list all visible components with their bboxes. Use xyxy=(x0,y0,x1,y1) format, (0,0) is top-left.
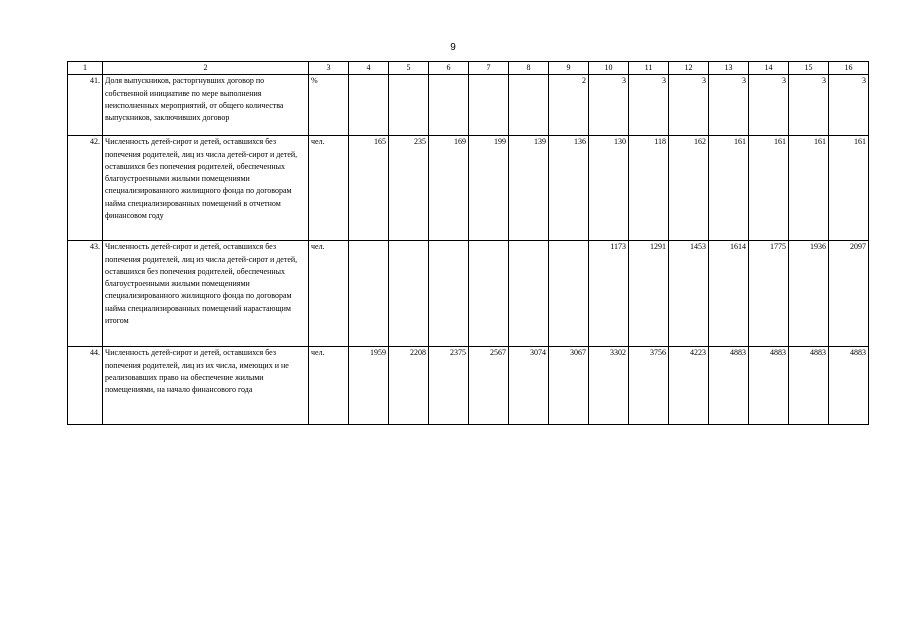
value-cell xyxy=(509,75,549,136)
table-row xyxy=(68,347,869,425)
value-cell xyxy=(349,241,389,347)
value-cell: 4223 xyxy=(669,347,709,425)
column-header: 15 xyxy=(789,62,829,75)
indicators-table xyxy=(67,61,869,425)
value-cell xyxy=(549,241,589,347)
value-cell: 3074 xyxy=(509,347,549,425)
unit-cell: чел. xyxy=(309,136,349,241)
value-cell xyxy=(389,241,429,347)
value-cell: 2208 xyxy=(389,347,429,425)
value-cell: 165 xyxy=(349,136,389,241)
indicator-name: Численность детей-сирот и детей, оставшихся без попечения родителей, лиц из числа детей-сирот и детей, оставшихся без попечения родителей, обеспеченных благоустроенными жилыми помещениями специализированного жилищного фонда по договорам найма специализированных помещений в отчетном финансовом году xyxy=(103,136,309,241)
value-cell: 161 xyxy=(829,136,869,241)
value-cell: 4883 xyxy=(749,347,789,425)
value-cell xyxy=(509,241,549,347)
value-cell: 130 xyxy=(589,136,629,241)
column-header: 3 xyxy=(309,62,349,75)
column-header: 6 xyxy=(429,62,469,75)
column-header: 5 xyxy=(389,62,429,75)
row-index: 42. xyxy=(68,136,103,241)
value-cell xyxy=(349,75,389,136)
value-cell: 3067 xyxy=(549,347,589,425)
value-cell: 1959 xyxy=(349,347,389,425)
row-index: 44. xyxy=(68,347,103,425)
column-header: 7 xyxy=(469,62,509,75)
column-header: 4 xyxy=(349,62,389,75)
value-cell: 3 xyxy=(709,75,749,136)
column-header: 1 xyxy=(68,62,103,75)
value-cell: 4883 xyxy=(709,347,749,425)
value-cell xyxy=(389,75,429,136)
indicator-name: Численность детей-сирот и детей, оставшихся без попечения родителей, лиц из их числа, имеющих и не реализовавших право на обеспечение жилыми помещениями, на начало финансового года xyxy=(103,347,309,425)
value-cell: 3 xyxy=(669,75,709,136)
value-cell xyxy=(429,75,469,136)
value-cell: 1614 xyxy=(709,241,749,347)
value-cell: 4883 xyxy=(829,347,869,425)
column-header: 14 xyxy=(749,62,789,75)
column-header: 9 xyxy=(549,62,589,75)
value-cell: 161 xyxy=(789,136,829,241)
value-cell: 161 xyxy=(709,136,749,241)
indicator-name xyxy=(103,75,309,136)
table-row xyxy=(68,75,869,136)
row-index: 43. xyxy=(68,241,103,347)
page-number: 9 xyxy=(450,42,456,53)
column-header: 16 xyxy=(829,62,869,75)
value-cell: 162 xyxy=(669,136,709,241)
value-cell: 2567 xyxy=(469,347,509,425)
value-cell: 235 xyxy=(389,136,429,241)
table-row xyxy=(68,241,869,347)
value-cell: 199 xyxy=(469,136,509,241)
value-cell: 3 xyxy=(589,75,629,136)
column-header-row xyxy=(68,62,869,75)
row-index: 41. xyxy=(68,75,103,136)
column-header: 12 xyxy=(669,62,709,75)
value-cell: 1775 xyxy=(749,241,789,347)
value-cell: 3 xyxy=(789,75,829,136)
value-cell xyxy=(429,241,469,347)
unit-cell: % xyxy=(309,75,349,136)
table-row xyxy=(68,136,869,241)
value-cell: 136 xyxy=(549,136,589,241)
column-header: 10 xyxy=(589,62,629,75)
column-header: 11 xyxy=(629,62,669,75)
value-cell: 1453 xyxy=(669,241,709,347)
value-cell: 3756 xyxy=(629,347,669,425)
column-header: 13 xyxy=(709,62,749,75)
value-cell: 169 xyxy=(429,136,469,241)
value-cell xyxy=(469,75,509,136)
value-cell: 4883 xyxy=(789,347,829,425)
unit-cell: чел. xyxy=(309,241,349,347)
indicator-name: Численность детей-сирот и детей, оставшихся без попечения родителей, лиц из числа детей-сирот и детей, оставшихся без попечения родителей, обеспеченных благоустроенными жилыми помещениями специализированного жилищного фонда по договорам найма специализированных помещений нарастающим итогом xyxy=(103,241,309,347)
value-cell: 3 xyxy=(749,75,789,136)
unit-cell: чел. xyxy=(309,347,349,425)
value-cell: 1936 xyxy=(789,241,829,347)
value-cell: 2 xyxy=(549,75,589,136)
value-cell: 2375 xyxy=(429,347,469,425)
value-cell: 1291 xyxy=(629,241,669,347)
value-cell: 3 xyxy=(629,75,669,136)
value-cell: 1173 xyxy=(589,241,629,347)
value-cell: 3 xyxy=(829,75,869,136)
value-cell: 3302 xyxy=(589,347,629,425)
value-cell: 139 xyxy=(509,136,549,241)
indicator-name-text: Доля выпускников, расторгнувших договор по собственной инициативе по мере выполнения неисполненных мероприятий, от общего количества выпускников, заключивших договор xyxy=(105,76,284,123)
value-cell xyxy=(469,241,509,347)
value-cell: 2097 xyxy=(829,241,869,347)
column-header: 8 xyxy=(509,62,549,75)
value-cell: 161 xyxy=(749,136,789,241)
column-header: 2 xyxy=(103,62,309,75)
value-cell: 118 xyxy=(629,136,669,241)
